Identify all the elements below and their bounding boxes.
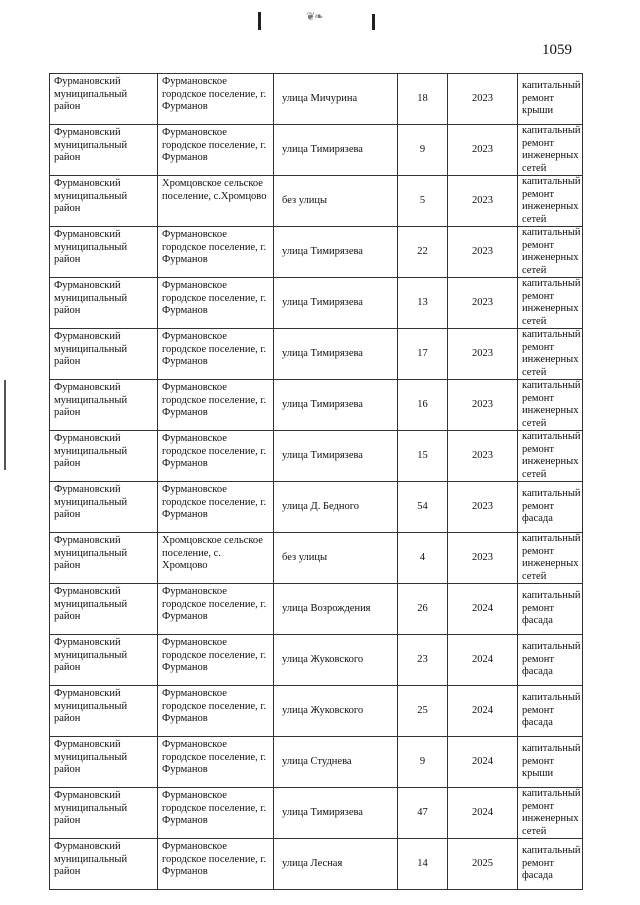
cell-work-type: капитальный ремонт инженерных сетей — [518, 125, 583, 176]
cell-house-number: 25 — [398, 686, 448, 737]
cell-work-type: капитальный ремонт фасада — [518, 482, 583, 533]
cell-year: 2024 — [448, 686, 518, 737]
cell-district: Фурмановский муниципальный район — [50, 533, 158, 584]
cell-work-type: капитальный ремонт инженерных сетей — [518, 227, 583, 278]
cell-house-number: 23 — [398, 635, 448, 686]
cell-street: улица Тимирязева — [274, 278, 398, 329]
cell-district: Фурмановский муниципальный район — [50, 329, 158, 380]
cell-year: 2024 — [448, 788, 518, 839]
cell-settlement: Хромцовское сельское поселение, с.Хромцово — [158, 176, 274, 227]
cell-work-type: капитальный ремонт инженерных сетей — [518, 329, 583, 380]
cell-year: 2024 — [448, 584, 518, 635]
cell-street: улица Тимирязева — [274, 788, 398, 839]
cell-house-number: 15 — [398, 431, 448, 482]
cell-year: 2023 — [448, 74, 518, 125]
cell-work-type: капитальный ремонт инженерных сетей — [518, 380, 583, 431]
cell-year: 2023 — [448, 380, 518, 431]
cell-district: Фурмановский муниципальный район — [50, 380, 158, 431]
cell-street: улица Тимирязева — [274, 227, 398, 278]
cell-work-type: капитальный ремонт крыши — [518, 737, 583, 788]
scan-edge-line — [4, 380, 6, 470]
cell-settlement: Хромцовское сельское поселение, с. Хромцово — [158, 533, 274, 584]
cell-settlement: Фурмановское городское поселение, г. Фурманов — [158, 584, 274, 635]
cell-house-number: 18 — [398, 74, 448, 125]
cell-house-number: 13 — [398, 278, 448, 329]
cell-district: Фурмановский муниципальный район — [50, 788, 158, 839]
cell-work-type: капитальный ремонт фасада — [518, 635, 583, 686]
cell-settlement: Фурмановское городское поселение, г. Фурманов — [158, 839, 274, 890]
scan-mark-right — [372, 14, 375, 30]
ornament-icon: ❦❧ — [306, 11, 323, 23]
cell-district: Фурмановский муниципальный район — [50, 482, 158, 533]
cell-house-number: 9 — [398, 125, 448, 176]
cell-settlement: Фурмановское городское поселение, г. Фурманов — [158, 788, 274, 839]
cell-house-number: 47 — [398, 788, 448, 839]
cell-street: улица Тимирязева — [274, 329, 398, 380]
cell-street: улица Тимирязева — [274, 431, 398, 482]
cell-street: улица Лесная — [274, 839, 398, 890]
cell-work-type: капитальный ремонт инженерных сетей — [518, 788, 583, 839]
table-row — [50, 176, 583, 227]
cell-year: 2023 — [448, 431, 518, 482]
table-row — [50, 74, 583, 125]
cell-year: 2023 — [448, 125, 518, 176]
cell-work-type: капитальный ремонт крыши — [518, 74, 583, 125]
table-row — [50, 635, 583, 686]
cell-street: улица Жуковского — [274, 686, 398, 737]
cell-district: Фурмановский муниципальный район — [50, 278, 158, 329]
cell-work-type: капитальный ремонт инженерных сетей — [518, 533, 583, 584]
table-row — [50, 329, 583, 380]
cell-house-number: 22 — [398, 227, 448, 278]
cell-year: 2024 — [448, 737, 518, 788]
cell-settlement: Фурмановское городское поселение, г. Фурманов — [158, 329, 274, 380]
cell-work-type: капитальный ремонт инженерных сетей — [518, 431, 583, 482]
table-row — [50, 839, 583, 890]
cell-year: 2023 — [448, 176, 518, 227]
cell-year: 2024 — [448, 635, 518, 686]
cell-work-type: капитальный ремонт фасада — [518, 839, 583, 890]
cell-district: Фурмановский муниципальный район — [50, 227, 158, 278]
cell-street: без улицы — [274, 533, 398, 584]
cell-street: улица Мичурина — [274, 74, 398, 125]
cell-street: улица Тимирязева — [274, 125, 398, 176]
cell-settlement: Фурмановское городское поселение, г. Фурманов — [158, 635, 274, 686]
cell-year: 2023 — [448, 482, 518, 533]
cell-settlement: Фурмановское городское поселение, г. Фурманов — [158, 431, 274, 482]
cell-street: улица Жуковского — [274, 635, 398, 686]
cell-settlement: Фурмановское городское поселение, г. Фурманов — [158, 737, 274, 788]
cell-year: 2025 — [448, 839, 518, 890]
table-row — [50, 686, 583, 737]
cell-settlement: Фурмановское городское поселение, г. Фурманов — [158, 125, 274, 176]
table-row — [50, 278, 583, 329]
page-number: 1059 — [542, 42, 572, 58]
cell-district: Фурмановский муниципальный район — [50, 125, 158, 176]
cell-district: Фурмановский муниципальный район — [50, 431, 158, 482]
table-row — [50, 482, 583, 533]
table-row — [50, 125, 583, 176]
scan-mark-left — [258, 12, 261, 30]
cell-work-type: капитальный ремонт инженерных сетей — [518, 176, 583, 227]
cell-district: Фурмановский муниципальный район — [50, 737, 158, 788]
cell-house-number: 16 — [398, 380, 448, 431]
cell-house-number: 5 — [398, 176, 448, 227]
cell-house-number: 14 — [398, 839, 448, 890]
table-row — [50, 788, 583, 839]
cell-street: улица Студнева — [274, 737, 398, 788]
cell-year: 2023 — [448, 227, 518, 278]
cell-house-number: 54 — [398, 482, 448, 533]
table-row — [50, 431, 583, 482]
table-body — [50, 74, 583, 890]
cell-settlement: Фурмановское городское поселение, г. Фурманов — [158, 380, 274, 431]
cell-house-number: 9 — [398, 737, 448, 788]
cell-street: улица Возрождения — [274, 584, 398, 635]
table-row — [50, 533, 583, 584]
cell-work-type: капитальный ремонт фасада — [518, 686, 583, 737]
cell-street: улица Тимирязева — [274, 380, 398, 431]
cell-year: 2023 — [448, 329, 518, 380]
cell-house-number: 17 — [398, 329, 448, 380]
cell-settlement: Фурмановское городское поселение, г. Фурманов — [158, 686, 274, 737]
cell-year: 2023 — [448, 278, 518, 329]
cell-district: Фурмановский муниципальный район — [50, 686, 158, 737]
cell-settlement: Фурмановское городское поселение, г. Фурманов — [158, 278, 274, 329]
repair-schedule-table — [49, 73, 583, 890]
cell-settlement: Фурмановское городское поселение, г. Фурманов — [158, 74, 274, 125]
cell-work-type: капитальный ремонт инженерных сетей — [518, 278, 583, 329]
table-row — [50, 584, 583, 635]
table-row — [50, 380, 583, 431]
cell-district: Фурмановский муниципальный район — [50, 74, 158, 125]
cell-work-type: капитальный ремонт фасада — [518, 584, 583, 635]
cell-settlement: Фурмановское городское поселение, г. Фурманов — [158, 227, 274, 278]
cell-year: 2023 — [448, 533, 518, 584]
table-row — [50, 737, 583, 788]
cell-street: без улицы — [274, 176, 398, 227]
cell-district: Фурмановский муниципальный район — [50, 176, 158, 227]
cell-house-number: 26 — [398, 584, 448, 635]
cell-district: Фурмановский муниципальный район — [50, 635, 158, 686]
table-row — [50, 227, 583, 278]
cell-house-number: 4 — [398, 533, 448, 584]
cell-district: Фурмановский муниципальный район — [50, 584, 158, 635]
cell-district: Фурмановский муниципальный район — [50, 839, 158, 890]
cell-street: улица Д. Бедного — [274, 482, 398, 533]
cell-settlement: Фурмановское городское поселение, г. Фурманов — [158, 482, 274, 533]
